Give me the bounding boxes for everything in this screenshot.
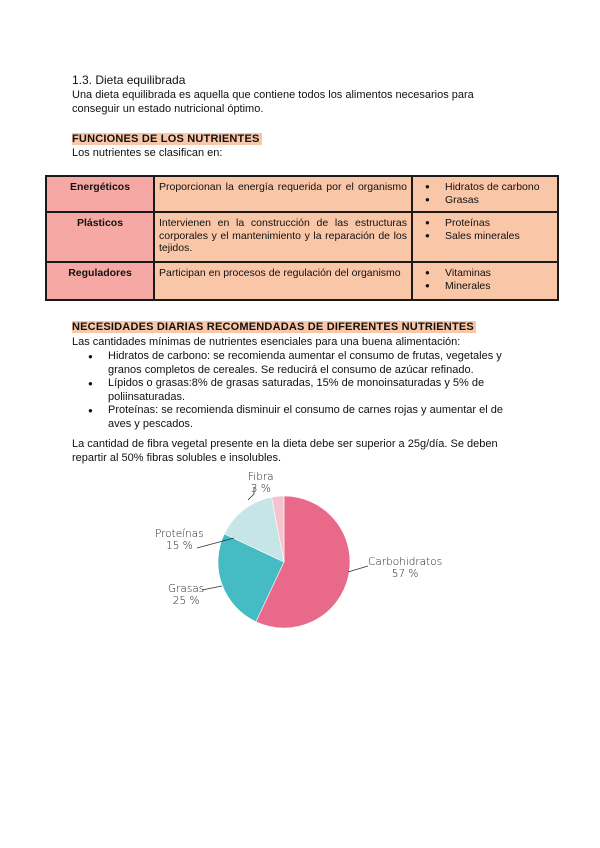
list-item: ● Proteínas (417, 217, 553, 230)
fibra-label (248, 471, 274, 495)
category-cell: Plásticos (46, 212, 154, 262)
pie-slice-value: 25 % (172, 595, 200, 607)
fiber-line-1: La cantidad de fibra vegetal presente en la dieta debe ser superior a 25g/día. Se deben (72, 438, 498, 450)
functions-subtitle: Los nutrientes se clasifican en: (72, 147, 223, 159)
pie-slice-value: 3 % (250, 483, 271, 495)
list-item: ● Lípidos o grasas:8% de grasas saturadas, 15% de monoinsaturadas y 5% de poliinsaturadas. (88, 377, 518, 404)
pie-slice-label: Fibra (248, 471, 274, 483)
grasas-leader-line (202, 586, 222, 590)
category-cell: Reguladores (46, 262, 154, 300)
needs-intro: Las cantidades mínimas de nutrientes esenciales para una buena alimentación: (72, 336, 461, 348)
pie-slice-value: 57 % (391, 568, 419, 580)
pie-slice-value: 15 % (166, 540, 193, 552)
description-cell: Proporcionan la energía requerida por el organismo (154, 176, 412, 212)
pie-slice-label: Grasas (168, 583, 205, 595)
list-item: ● Hidratos de carbono: se recomienda aumentar el consumo de frutas, vegetales y granos completos de cereales. Se reducirá el consumo de azúcar refinado. (88, 350, 518, 377)
description-cell: Intervienen en la construcción de las estructuras corporales y el mantenimiento y la reparación de los tejidos. (154, 212, 412, 262)
list-item: ● Proteínas: se recomienda disminuir el consumo de carnes rojas y aumentar el de aves y pescados. (88, 404, 518, 431)
description-cell: Participan en procesos de regulación del organismo (154, 262, 412, 300)
category-cell: Energéticos (46, 176, 154, 212)
pie-slice-label: Carbohidratos (368, 556, 443, 568)
needs-heading-text: NECESIDADES DIARIAS RECOMENDADAS DE DIFERENTES NUTRIENTES (72, 321, 474, 333)
list-item: ● Grasas (417, 194, 553, 207)
fiber-line-2: repartir al 50% fibras solubles e insolubles. (72, 452, 282, 464)
grasas-label (168, 583, 204, 607)
intro-line-2: conseguir un estado nutricional óptimo. (72, 103, 264, 115)
carbohidratos-label (368, 556, 442, 580)
list-item: ● Sales minerales (417, 230, 553, 243)
pie-slice-label: Proteínas (155, 528, 204, 540)
intro-line-1: Una dieta equilibrada es aquella que contiene todos los alimentos necesarios para (72, 89, 474, 101)
functions-heading-text: FUNCIONES DE LOS NUTRIENTES (72, 133, 260, 145)
carbohidratos-leader-line (348, 566, 368, 572)
section-title: 1.3. Dieta equilibrada (72, 73, 186, 87)
list-item: ● Vitaminas (417, 267, 553, 280)
list-item: ● Minerales (417, 280, 553, 293)
list-item: ● Hidratos de carbono (417, 181, 553, 194)
proteinas-label (155, 528, 204, 552)
